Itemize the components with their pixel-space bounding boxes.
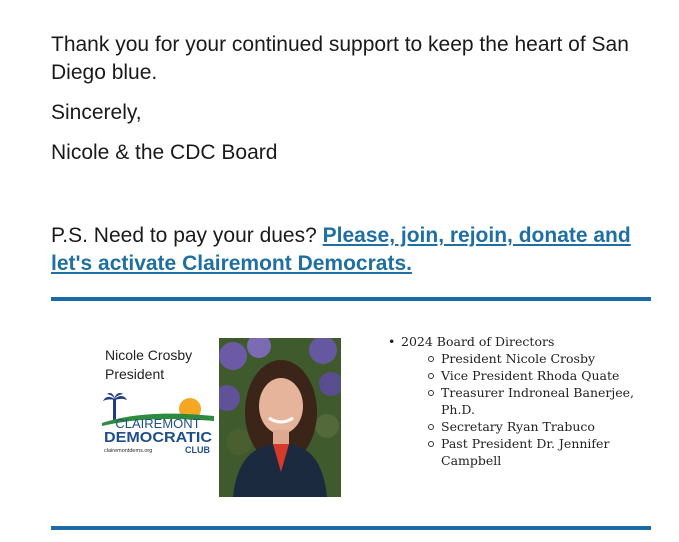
dues-link[interactable]: Please, join, rejoin, donate and let's activate Clairemont Democrats. (51, 224, 631, 275)
signature-name: Nicole Crosby (105, 347, 193, 363)
logo-url: clairemontdems.org (104, 448, 153, 454)
board-member: Past President Dr. Jennifer Campbell (387, 435, 647, 469)
divider-top (51, 297, 651, 301)
board-of-directors (387, 333, 647, 469)
signoff-text: Nicole & the CDC Board (51, 141, 278, 164)
president-photo (219, 338, 341, 497)
board-heading: • 2024 Board of Directors (387, 333, 647, 350)
logo-line2: DEMOCRATIC (104, 429, 213, 446)
signature-title: President (105, 366, 165, 382)
ps-paragraph (51, 222, 651, 278)
logo-line3: CLUB (185, 445, 210, 454)
ps-prefix: P.S. Need to pay your dues? (51, 224, 323, 247)
closing-text: Sincerely, (51, 101, 142, 124)
logo-line1: CLAIREMONT (115, 416, 201, 431)
clairemont-democratic-club-logo (102, 392, 214, 454)
board-member: Vice President Rhoda Quate (387, 367, 647, 384)
divider-bottom (51, 526, 651, 530)
board-member: Secretary Ryan Trabuco (387, 418, 647, 435)
thanks-paragraph: Thank you for your continued support to keep the heart of San Diego blue. (51, 33, 629, 84)
board-member: Treasurer Indroneal Banerjee, Ph.D. (387, 384, 647, 418)
board-member: President Nicole Crosby (387, 350, 647, 367)
